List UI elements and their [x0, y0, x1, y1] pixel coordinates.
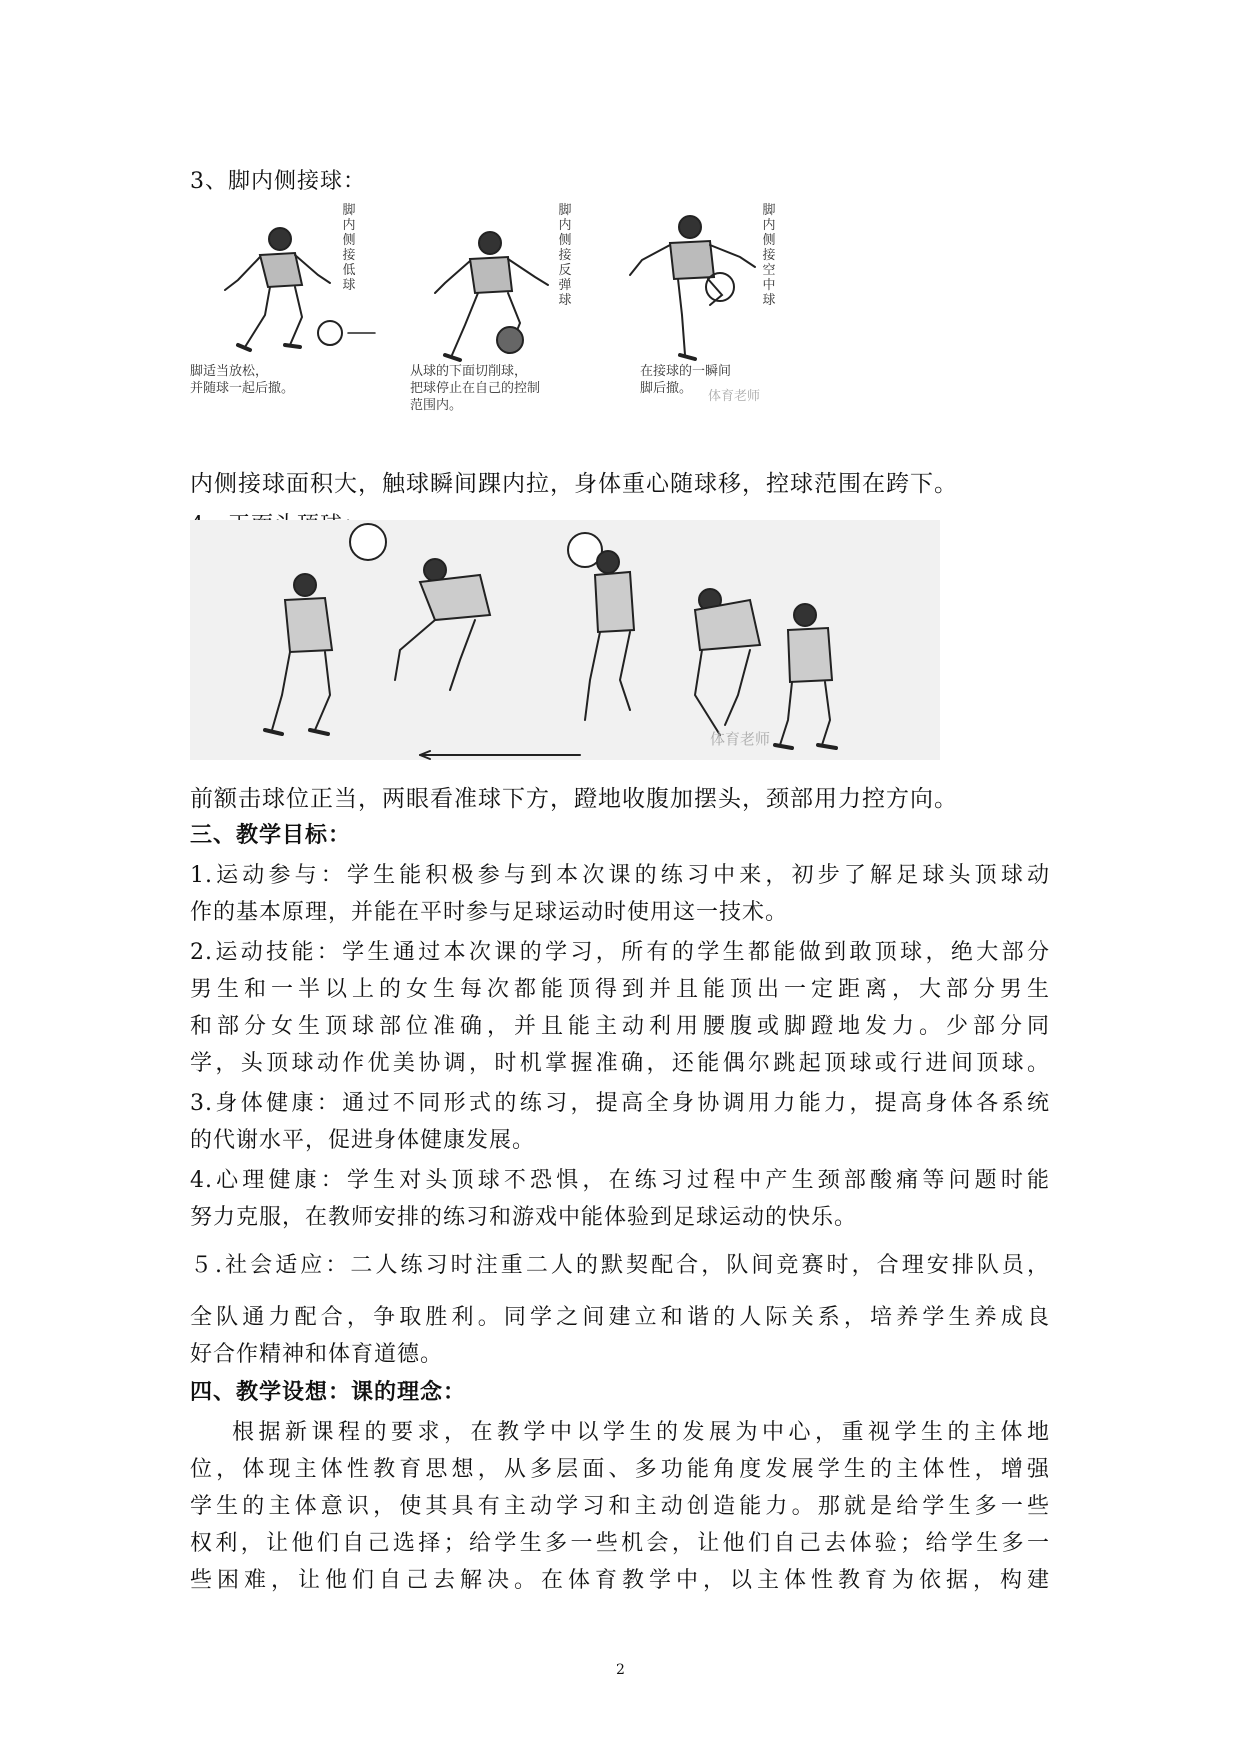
goal2-line1: 2.运动技能：学生通过本次课的学习，所有的学生都能做到敢顶球，绝大部分	[190, 940, 1050, 965]
design-line5: 些困难，让他们自己去解决。在体育教学中，以主体性教育为依据，构建	[190, 1568, 1050, 1593]
caption-bounce-ball: 从球的下面切削球， 把球停止在自己的控制 范围内。	[410, 364, 541, 413]
text-after-fig2: 前额击球位正当，两眼看准球下方，蹬地收腹加摆头，颈部用力控方向。	[190, 786, 958, 812]
heading-teaching-goals: 三、教学目标：	[190, 822, 352, 848]
goal5-line1: ５.社会适应：二人练习时注重二人的默契配合，队间竞赛时，合理安排队员，	[190, 1253, 1050, 1278]
heading-ball-figure	[190, 520, 940, 760]
goal1-line2: 作的基本原理，并能在平时参与足球运动时使用这一技术。	[190, 900, 789, 925]
goal2-line2: 男生和一半以上的女生每次都能顶得到并且能顶出一定距离，大部分男生	[190, 977, 1050, 1002]
goal3-line1: 3.身体健康：通过不同形式的练习，提高全身协调用力能力，提高身体各系统	[190, 1091, 1050, 1116]
inside-foot-receiving-figure	[190, 203, 890, 413]
text-after-fig1: 内侧接球面积大，触球瞬间踝内拉，身体重心随球移，控球范围在跨下。	[190, 471, 958, 497]
goal5-line3: 好合作精神和体育道德。	[190, 1342, 444, 1367]
caption-air-ball: 在接球的一瞬间 脚后撤。	[640, 364, 732, 396]
goal3-line2: 的代谢水平，促进身体健康发展。	[190, 1128, 536, 1153]
goal4-line1: 4.心理健康：学生对头顶球不恐惧，在练习过程中产生颈部酸痛等问题时能	[190, 1168, 1050, 1193]
heading-teaching-design: 四、教学设想：课的理念：	[190, 1379, 467, 1405]
goal2-line3: 和部分女生顶球部位准确，并且能主动利用腰腹或脚蹬地发力。少部分同	[190, 1014, 1050, 1039]
label-air-ball: 脚内侧接空中球	[762, 203, 776, 308]
page-number: 2	[616, 1662, 625, 1678]
label-bounce-ball: 脚内侧接反弹球	[558, 203, 572, 308]
watermark-1: 体育老师	[708, 389, 761, 404]
goal2-line4: 学，头顶球动作优美协调，时机掌握准确，还能偶尔跳起顶球或行进间顶球。	[190, 1051, 1050, 1076]
heading-sequence-sketches	[190, 520, 940, 760]
design-line3: 学生的主体意识，使其具有主动学习和主动创造能力。那就是给学生多一些	[190, 1494, 1050, 1519]
goal1-line1: 1.运动参与：学生能积极参与到本次课的练习中来，初步了解足球头顶球动	[190, 863, 1050, 888]
caption-low-ball: 脚适当放松， 并随球一起后撤。	[190, 364, 295, 396]
goal4-line2: 努力克服，在教师安排的练习和游戏中能体验到足球运动的快乐。	[190, 1205, 858, 1230]
section3-heading: 3、脚内侧接球：	[190, 169, 366, 194]
goal5-line2: 全队通力配合，争取胜利。同学之间建立和谐的人际关系，培养学生养成良	[190, 1305, 1050, 1330]
label-low-ball: 脚内侧接低球	[342, 203, 356, 293]
watermark-2: 体育老师	[710, 730, 771, 748]
design-line4: 权利，让他们自己选择；给学生多一些机会，让他们自己去体验；给学生多一	[190, 1531, 1050, 1556]
design-line2: 位，体现主体性教育思想，从多层面、多功能角度发展学生的主体性，增强	[190, 1457, 1050, 1482]
design-line1: 根据新课程的要求，在教学中以学生的发展为中心，重视学生的主体地	[232, 1420, 1050, 1445]
